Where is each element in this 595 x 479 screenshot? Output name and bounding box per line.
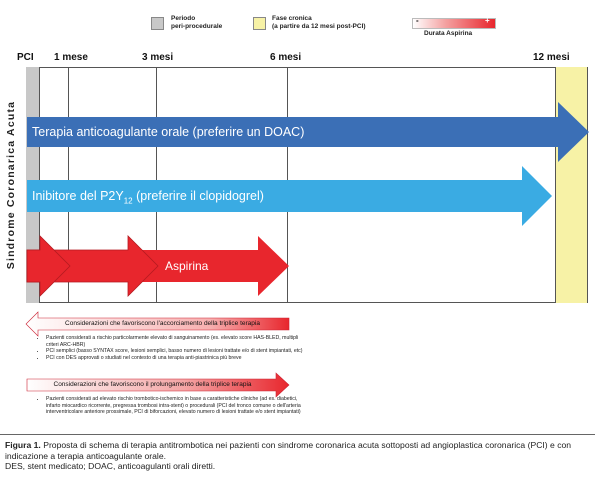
shorten-list <box>36 335 306 361</box>
tick-12-mesi: 12 mesi <box>533 52 570 63</box>
caption-line2: DES, stent medicato; DOAC, anticoagulanti orali diretti. <box>5 461 216 471</box>
oac-arrow-text: Terapia anticoagulante orale (preferire un DOAC) <box>32 125 305 139</box>
caption-text: Proposta di schema di terapia antitrombotica nei pazienti con sindrome coronarica acuta sottoposti ad angioplastica coronarica (PCI) e con indicazione a terapia anticoagulante orale. <box>5 440 572 461</box>
aspirin-minus: - <box>416 16 419 25</box>
shorten-item: • PCI semplici (basso SYNTAX score, lesioni semplici, basso numero di lesioni trattate e/o di stent impiantati, etc) <box>46 348 306 355</box>
prolong-title: Considerazioni che favoriscono il prolungamento della triplice terapia <box>53 381 252 388</box>
aspirin-arrow-text: Aspirina <box>165 259 209 273</box>
figure-caption <box>5 440 593 472</box>
tick-3-mesi: 3 mesi <box>142 52 174 63</box>
caption-divider <box>0 434 595 435</box>
p2y12-arrow-text <box>32 189 264 206</box>
tick-6-mesi: 6 mesi <box>270 52 302 63</box>
tick-1-mese: 1 mese <box>54 52 88 63</box>
caption-bold: Figura 1. <box>5 440 41 450</box>
prolong-item: • Pazienti considerati ad elevato rischio trombotico-ischemico in base a caratteristiche cliniche (ad es. diabetici, infarto miocardico ricorrente, pregressa trombosi intra-stent) o procedurali (PCI del tronco comune o dell'arteria interventricolare anteriore prossimale, PCI di biforcazioni, elevato numero di lesioni trattate e/o stent impiantati) <box>46 396 308 416</box>
side-label: Sindrome Coronarica Acuta <box>5 100 17 270</box>
shorten-title: Considerazioni che favoriscono l'accorciamento della triplice terapia <box>65 320 260 327</box>
p2y12-text-after: (preferire il clopidogrel) <box>132 189 264 203</box>
aspirin-plus: + <box>485 16 490 25</box>
prolong-list <box>36 396 308 416</box>
aspirin-arrow-1 <box>27 236 70 296</box>
shorten-item: • PCI con DES approvati o studiati nel contesto di una terapia anti-piastrinica più breve <box>46 355 306 362</box>
p2y12-text-sub: 12 <box>123 196 133 206</box>
shorten-item: • Pazienti considerati a rischio particolarmente elevato di sanguinamento (es. elevato score HAS-BLED, multipli criteri ARC-HBR) <box>46 335 306 348</box>
aspirin-duration-label: Durata Aspirina <box>424 30 473 37</box>
legend-peri-label: Periodo peri-procedurale <box>171 15 223 30</box>
p2y12-text-before: Inibitore del P2Y <box>32 189 124 203</box>
tick-pci: PCI <box>17 52 34 63</box>
legend-chronic-label: Fase cronica (a partire da 12 mesi post-PCI) <box>272 15 366 30</box>
